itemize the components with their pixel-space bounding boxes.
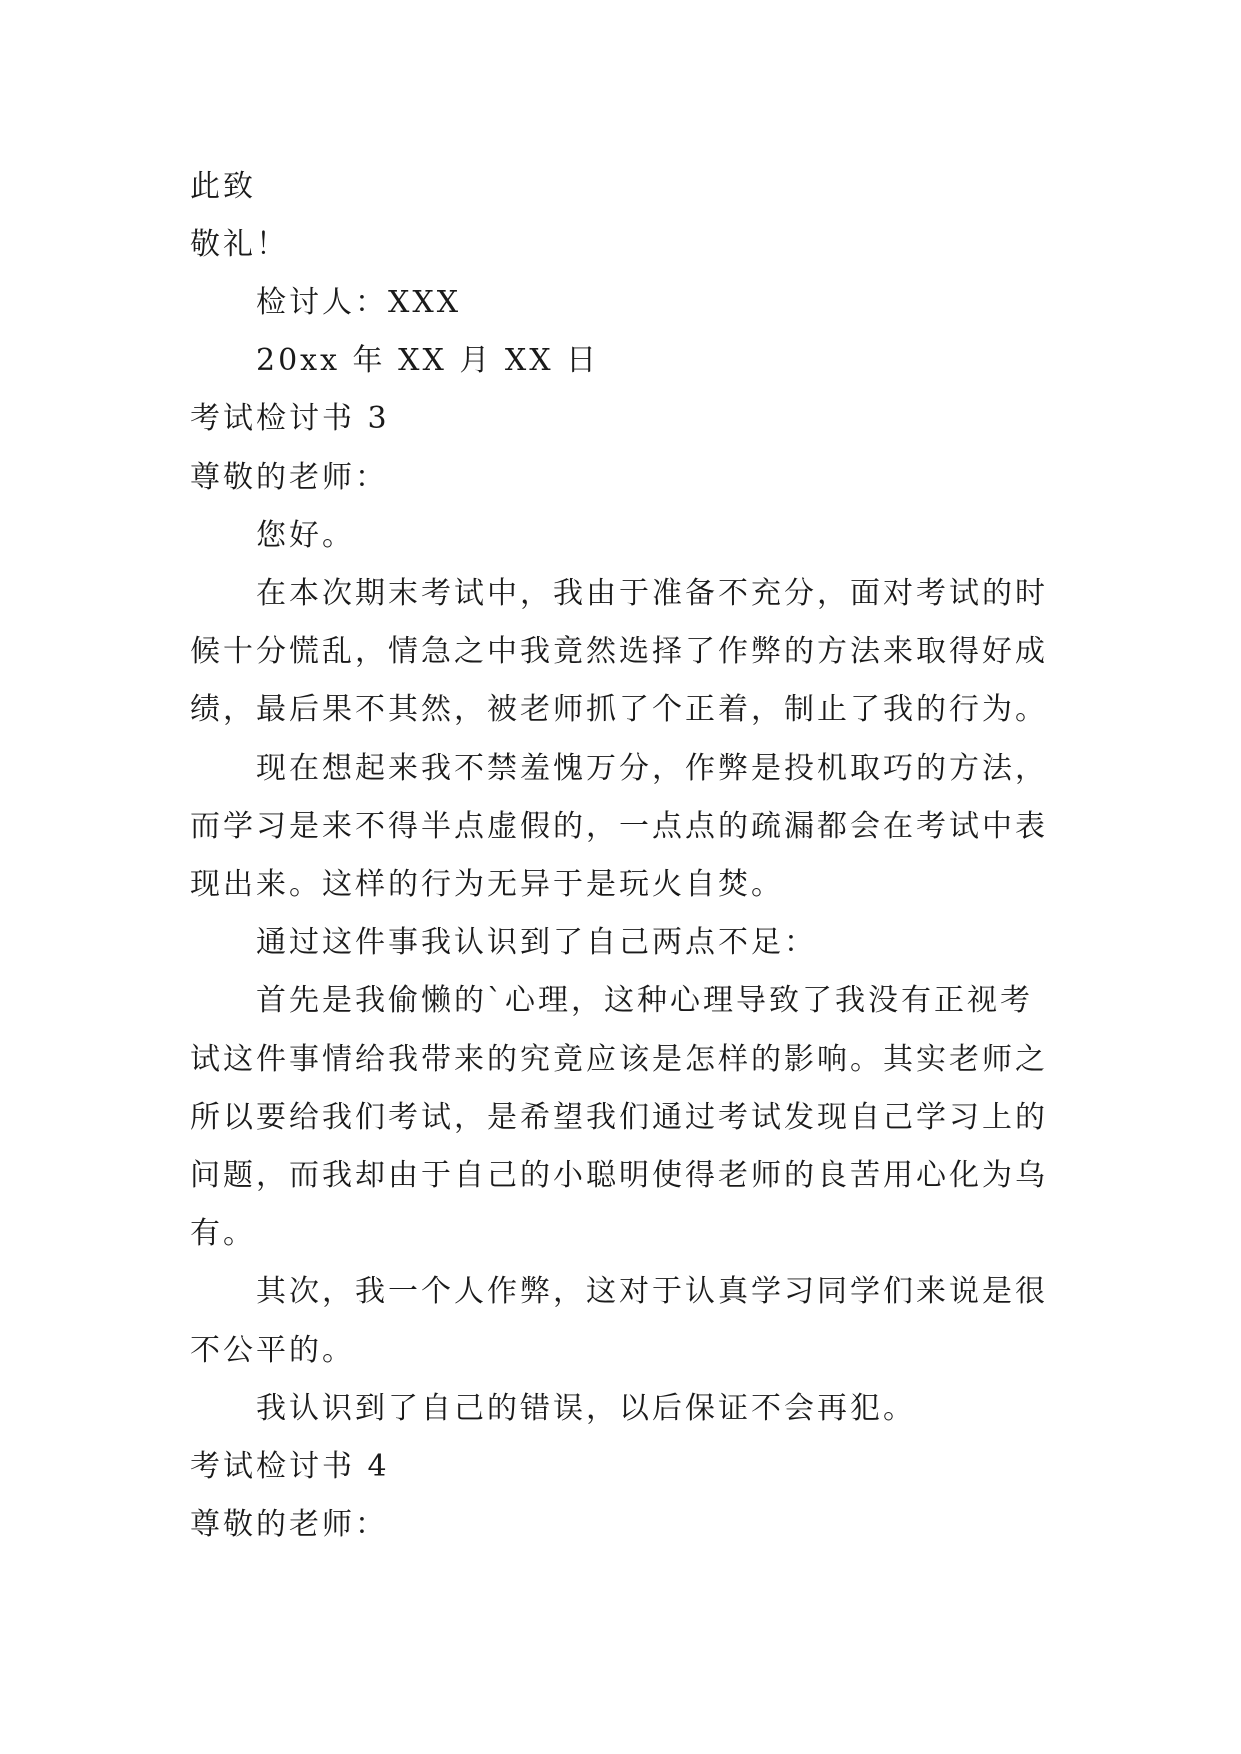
paragraph-line: 候十分慌乱，情急之中我竟然选择了作弊的方法来取得好成 bbox=[190, 634, 1048, 669]
paragraph-line: 而学习是来不得半点虚假的，一点点的疏漏都会在考试中表 bbox=[190, 809, 1048, 844]
paragraph-line: 现在想起来我不禁羞愧万分，作弊是投机取巧的方法， bbox=[256, 751, 1048, 786]
signer-line: 检讨人：XXX bbox=[256, 285, 462, 320]
greeting-4: 尊敬的老师： bbox=[190, 1507, 388, 1542]
paragraph-line: 在本次期末考试中，我由于准备不充分，面对考试的时 bbox=[256, 576, 1048, 611]
greeting-3: 尊敬的老师： bbox=[190, 460, 388, 495]
paragraph-line: 我认识到了自己的错误，以后保证不会再犯。 bbox=[256, 1391, 916, 1426]
paragraph-line: 通过这件事我认识到了自己两点不足： bbox=[256, 925, 817, 960]
paragraph-line: 首先是我偷懒的`心理，这种心理导致了我没有正视考 bbox=[256, 983, 1033, 1018]
date-line: 20xx 年 XX 月 XX 日 bbox=[256, 343, 600, 378]
paragraph-line: 绩，最后果不其然，被老师抓了个正着，制止了我的行为。 bbox=[190, 692, 1048, 727]
paragraph-line: 现出来。这样的行为无异于是玩火自焚。 bbox=[190, 867, 784, 902]
paragraph-line: 其次，我一个人作弊，这对于认真学习同学们来说是很 bbox=[256, 1274, 1048, 1309]
paragraph-line: 试这件事情给我带来的究竟应该是怎样的影响。其实老师之 bbox=[190, 1042, 1048, 1077]
paragraph-line: 所以要给我们考试，是希望我们通过考试发现自己学习上的 bbox=[190, 1100, 1048, 1135]
closing-salutation-1: 此致 bbox=[190, 169, 256, 204]
paragraph-line: 问题，而我却由于自己的小聪明使得老师的良苦用心化为乌 bbox=[190, 1158, 1048, 1193]
hello-line: 您好。 bbox=[256, 518, 355, 553]
section-title-4: 考试检讨书 4 bbox=[190, 1449, 390, 1484]
paragraph-line: 不公平的。 bbox=[190, 1333, 355, 1368]
closing-salutation-2: 敬礼！ bbox=[190, 227, 289, 262]
paragraph-line: 有。 bbox=[190, 1216, 256, 1251]
section-title-3: 考试检讨书 3 bbox=[190, 401, 390, 436]
